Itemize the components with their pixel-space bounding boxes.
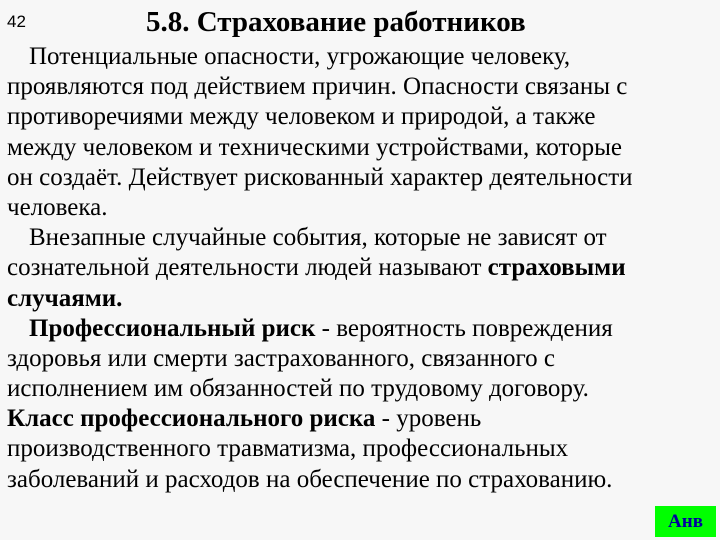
slide-number: 42 <box>7 12 26 31</box>
paragraph-3-line-2 <box>7 344 719 374</box>
text-run: исполнением им обязанностей по трудовому договору. <box>7 375 589 403</box>
paragraph-2-line-2 <box>7 253 719 283</box>
author-badge[interactable]: Анв <box>655 506 716 537</box>
text-run: он создаёт. Действует рискованный характер деятельности <box>7 163 633 191</box>
paragraph-1-line-5 <box>7 163 719 193</box>
paragraph-1-line-6 <box>7 193 719 223</box>
text-run: человека. <box>7 193 108 221</box>
text-run: Внезапные случайные события, которые не зависят от <box>29 224 607 252</box>
paragraph-2-line-1 <box>7 223 719 253</box>
paragraph-1-line-1 <box>7 42 719 72</box>
slide-title: 5.8. Страхование работников <box>146 6 526 38</box>
text-run: - вероятность повреждения <box>315 314 613 342</box>
paragraph-1-line-4 <box>7 133 719 163</box>
paragraph-1-line-2 <box>7 72 719 102</box>
text-run: заболеваний и расходов на обеспечение по страхованию. <box>7 465 613 493</box>
paragraph-1-line-3 <box>7 102 719 132</box>
text-run: Потенциальные опасности, угрожающие человеку, <box>29 43 571 70</box>
text-run: проявляются под действием причин. Опасности связаны с <box>7 73 628 101</box>
text-run: производственного травматизма, профессиональных <box>7 435 569 463</box>
bold-term: Класс профессионального риска <box>7 405 376 433</box>
text-run: между человеком и техническими устройствами, которые <box>7 133 623 161</box>
body-text <box>7 42 719 495</box>
paragraph-3-line-5 <box>7 434 719 464</box>
text-run: здоровья или смерти застрахованного, связанного с <box>7 344 555 372</box>
paragraph-3-line-3 <box>7 374 719 404</box>
paragraph-2-line-3 <box>7 284 719 314</box>
paragraph-3-line-4 <box>7 404 719 434</box>
bold-term: Профессиональный риск <box>29 314 316 342</box>
bold-term: страховыми <box>487 254 626 282</box>
bold-term: случаями. <box>7 284 123 312</box>
paragraph-3-line-1 <box>7 314 719 344</box>
text-run: сознательной деятельности людей называют <box>7 254 488 282</box>
text-run: - уровень <box>375 405 482 433</box>
paragraph-3-line-6 <box>7 465 719 495</box>
text-run: противоречиями между человеком и природой, а также <box>7 103 596 131</box>
